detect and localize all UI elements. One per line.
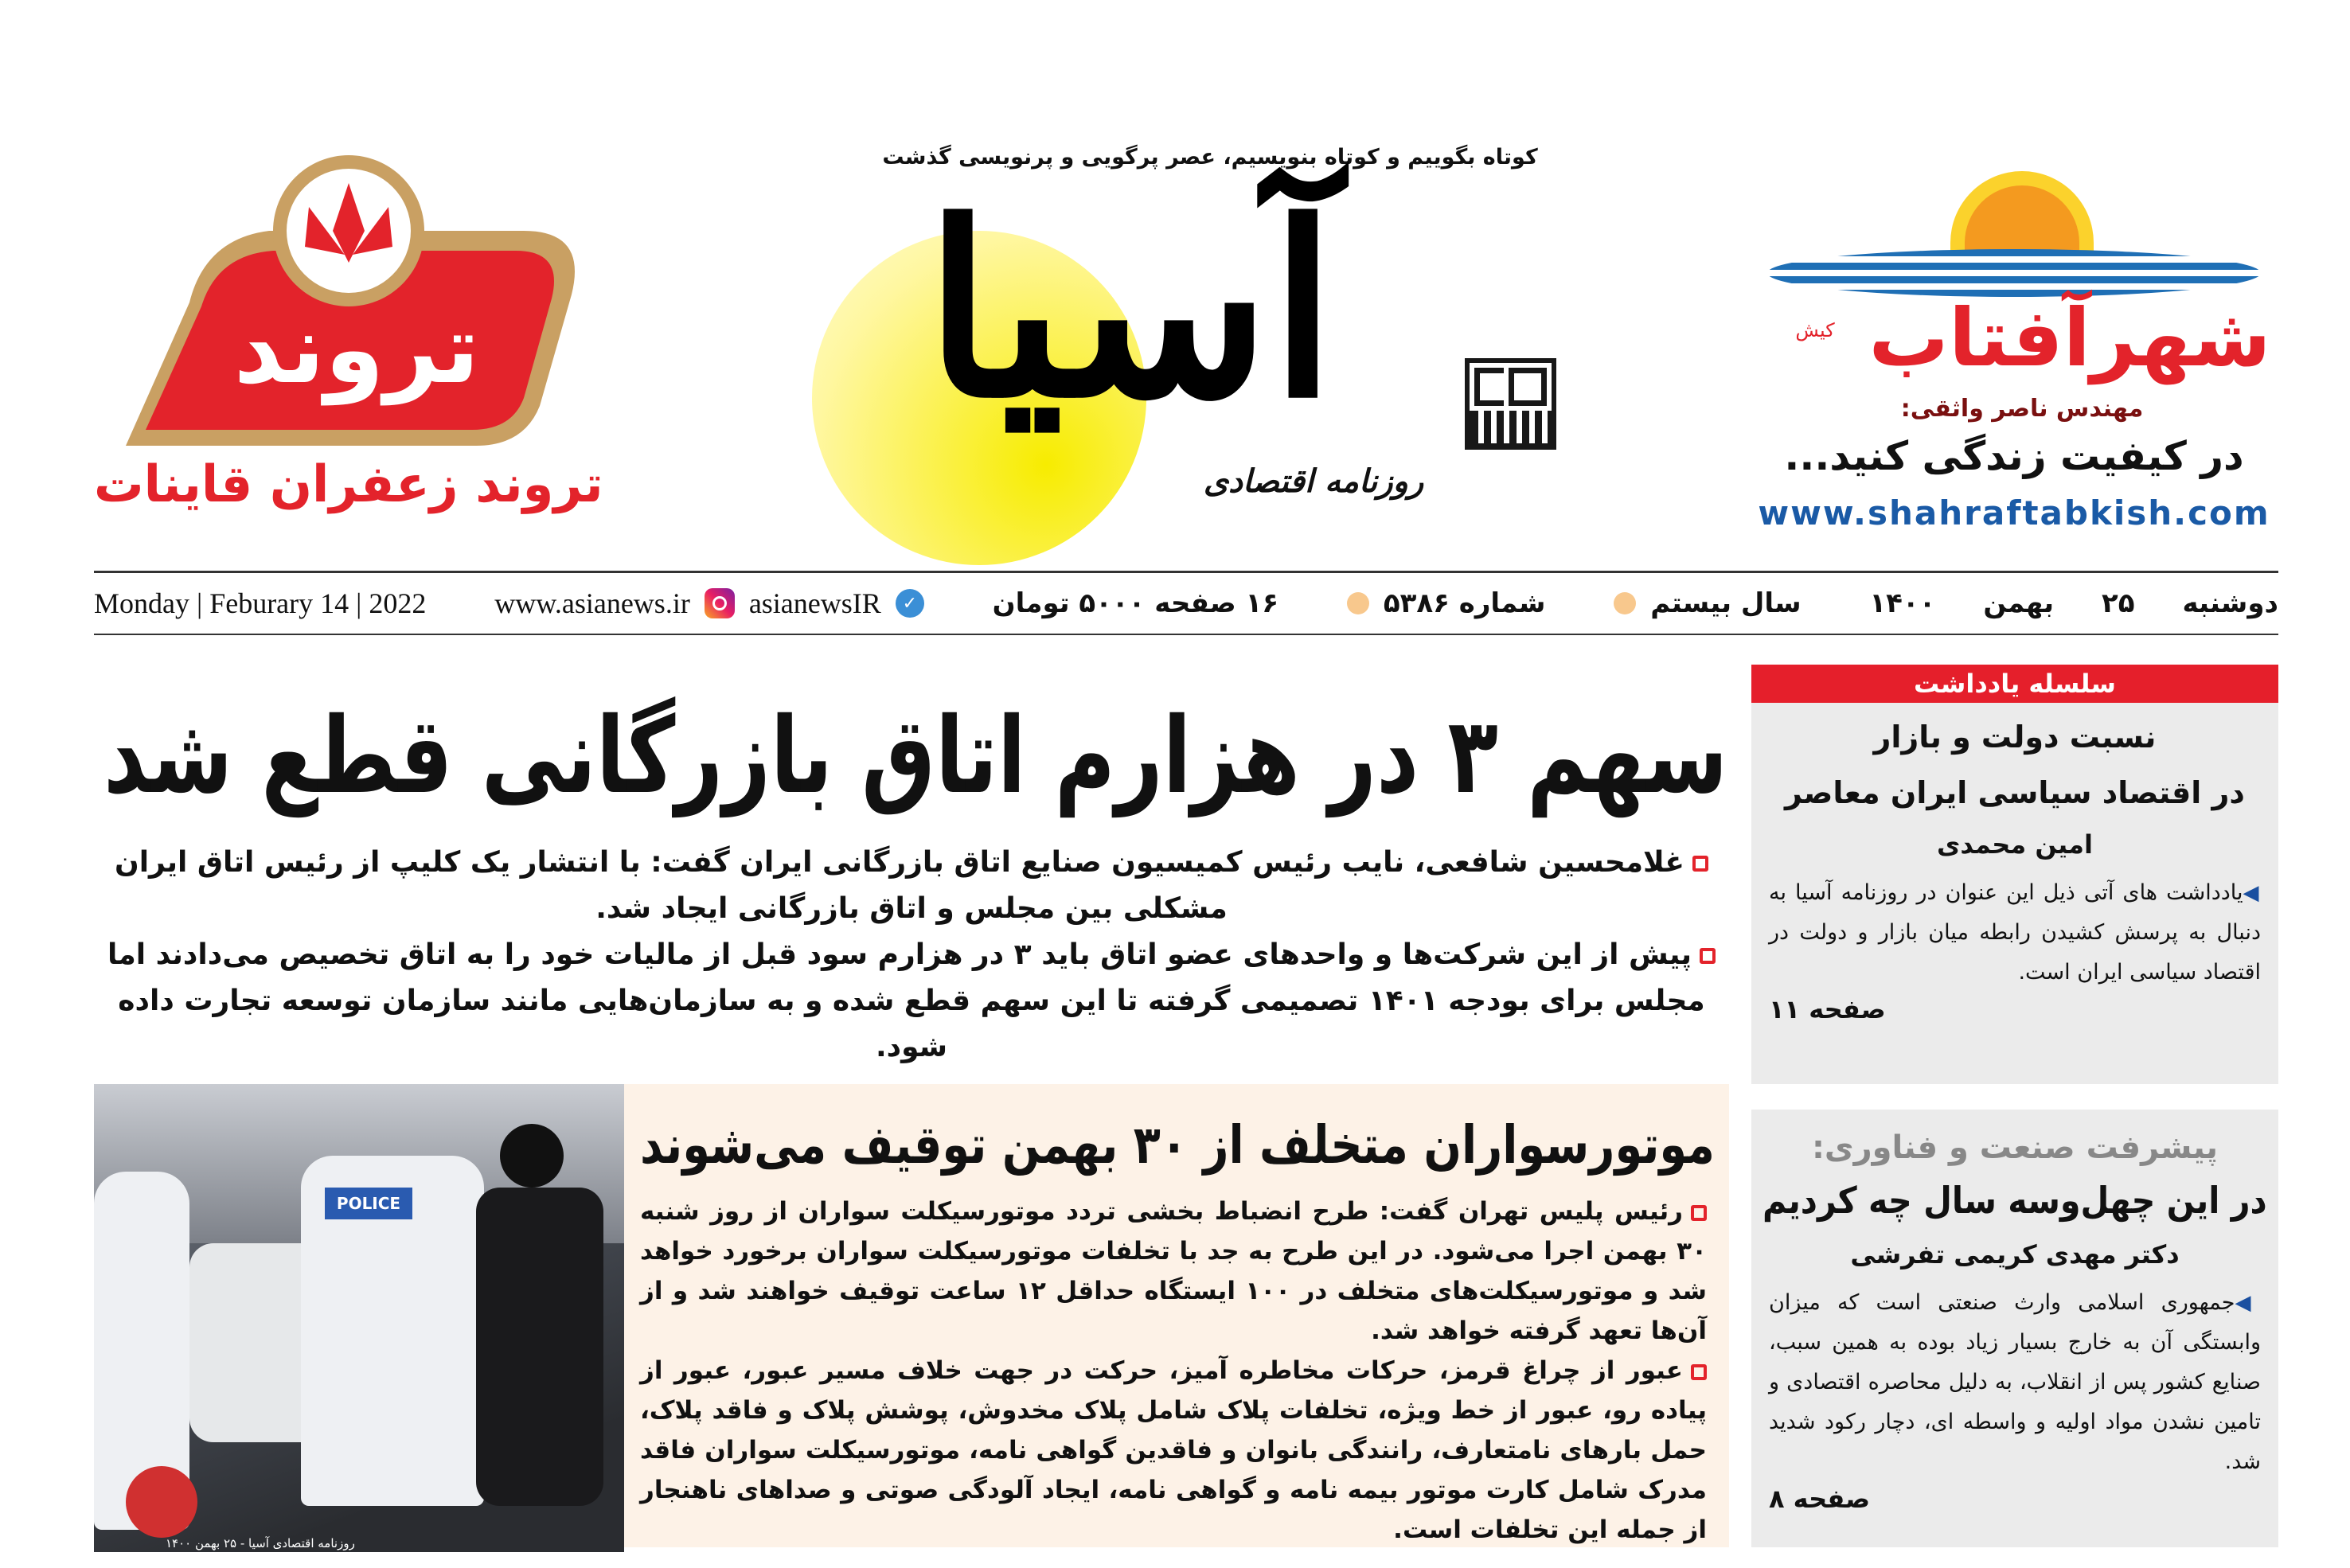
masthead (804, 127, 1584, 549)
tarvand-logo-text: تروند (233, 294, 480, 405)
tarvand-ad (94, 143, 603, 525)
series-label: سلسله یادداشت (1751, 665, 2278, 703)
ad-url[interactable]: www.shahraftabkish.com (1758, 493, 2270, 532)
story-paragraph: عبور از چراغ قرمز، حرکات مخاطره آمیز، حرکت در جهت خلاف مسیر عبور، عبور از پیاده رو، عبور از خط ویژه، تخلفات پلاک شامل پلاک مخدوش، پوشش پلاک و فاقد پلاک، حمل بارهای نامتعارف، رانندگی بانوان و فاقدین گواهی نامه، موتورسیکلت سواران فاقد مدرک شامل کارت موتور بیمه نامه و گواهی نامه، ایجاد آلودگی صوتی و صداهای ناهنجار از جمله این تخلفات است. (640, 1356, 1707, 1544)
bullet-icon (1692, 856, 1708, 872)
instagram-icon (705, 588, 735, 618)
main-headline[interactable]: سهم ۳ در هزارم اتاق بازرگانی قطع شد (103, 695, 1727, 817)
separator-dot (1347, 592, 1369, 614)
second-headline[interactable]: موتورسواران متخلف از ۳۰ بهمن توقیف می‌شوند (640, 1114, 1715, 1176)
story-paragraph: رئیس پلیس تهران گفت: طرح انضباط بخشی تردد موتورسیکلت سواران از روز شنبه ۳۰ بهمن اجرا می‌شود. در این طرح به جد با تخلفات موتورسیکلت سواران برخورد خواهد شد و موتورسیکلت‌های متخلف در ۱۰۰ ایستگاه حداقل ۱۲ ساعت توقیف خواهند شد و از آن‌ها تعهد گرفته خواهد شد. (640, 1197, 1707, 1345)
box2-author: دکتر مهدی کریمی تفرشی (1850, 1239, 2180, 1270)
second-story (624, 1084, 1729, 1547)
box2-kicker: پیشرفت صنعت و فناوری: (1811, 1129, 2219, 1166)
photo-caption: روزنامه اقتصادی آسیا - ۲۵ بهمن ۱۴۰۰ (166, 1536, 355, 1550)
date-english: Monday | Feburary 14 | 2022 (94, 587, 427, 619)
ad-brand: شهرآفتاب (1868, 291, 2271, 384)
box2-text: جمهوری اسلامی وارث صنعتی است که میزان وابستگی آن به خارج بسیار زیاد بوده به همین سبب، صنایع کشور پس از انقلاب، به دلیل محاصره اقتصادی و تامین نشدن مواد اولیه و واسطه ای، دچار رکود شدید شد. (1769, 1290, 2261, 1474)
ad-slogan: در کیفیت زندگی کنید... (1784, 433, 2244, 479)
shahr-aftab-ad (1735, 155, 2293, 545)
top-rule (94, 571, 2278, 573)
triangle-icon: ◀ (2243, 881, 2261, 905)
tagline: کوتاه بگوییم و کوتاه بنویسیم، عصر پرگویی و پرنویسی گذشت (882, 145, 1538, 170)
tarvand-name: تروند زعفران قاینات (94, 455, 603, 514)
police-badge: POLICE (325, 1188, 412, 1219)
box1-author: امین محمدی (1937, 829, 2093, 860)
verified-icon: ✓ (896, 589, 924, 618)
info-bar (94, 575, 2278, 632)
box2-page-ref[interactable]: صفحه ۸ (1769, 1484, 1871, 1514)
box2-title[interactable]: در این چهل‌وسه سال چه کردیم (1762, 1179, 2267, 1222)
pages-price: ۱۶ صفحه ۵۰۰۰ تومان (992, 587, 1279, 619)
waves-icon (1767, 249, 2261, 297)
qr-code-icon[interactable] (1465, 358, 1556, 450)
bottom-rule (94, 634, 2278, 635)
newspaper-subtitle: روزنامه اقتصادی (1203, 463, 1424, 500)
newspaper-logo: آسیا (924, 170, 1337, 451)
instagram-handle[interactable]: asianewsIR (748, 587, 881, 619)
opinion-box-1 (1751, 665, 2278, 1084)
box1-page-ref[interactable]: صفحه ۱۱ (1769, 994, 1886, 1024)
date-weekday: دوشنبه (2182, 587, 2278, 619)
bullet-icon (1691, 1364, 1707, 1380)
issue-number: شماره ۵۳۸۶ (1383, 587, 1546, 619)
main-story-lead (96, 840, 1727, 1071)
website-link[interactable]: www.asianews.ir (494, 587, 690, 619)
bullet-icon (1700, 948, 1716, 964)
box1-title-line1[interactable]: نسبت دولت و بازار (1873, 720, 2157, 755)
separator-dot (1614, 592, 1636, 614)
ad-person: مهندس ناصر واثقی: (1900, 395, 2144, 423)
date-day: ۲۵ (2102, 587, 2135, 619)
box1-text: یادداشت های آتی ذیل این عنوان در روزنامه آسیا به دنبال به پرسش کشیدن رابطه میان بازار و دولت در اقتصاد سیاسی ایران است. (1769, 880, 2261, 985)
box1-title-line2[interactable]: در اقتصاد سیاسی ایران معاصر (1785, 775, 2245, 810)
volume: سال بیستم (1650, 587, 1802, 619)
triangle-icon: ◀ (2235, 1291, 2261, 1315)
date-year: ۱۴۰۰ (1869, 587, 1936, 619)
lead-paragraph: غلامحسین شافعی، نایب رئیس کمیسیون صنایع اتاق بازرگانی ایران گفت: با انتشار یک کلیپ از رئیس اتاق ایران مشکلی بین مجلس و اتاق بازرگانی ایجاد شد. (96, 840, 1727, 932)
opinion-box-2 (1751, 1110, 2278, 1547)
sun-icon (1950, 171, 2094, 259)
tarvand-logo (110, 143, 588, 454)
ad-brand-small: کیش (1795, 319, 1835, 341)
lead-paragraph: پیش از این شرکت‌ها و واحدهای عضو اتاق باید ۳ در هزارم سود قبل از مالیات خود را به اتاق تخصیص می‌دادند اما مجلس برای بودجه ۱۴۰۱ تصمیمی گرفته تا این سهم قطع شده و به سازمان‌هایی مانند سازمان توسعه تجارت داده شود. (96, 932, 1727, 1071)
date-month: بهمن (1983, 587, 2055, 619)
